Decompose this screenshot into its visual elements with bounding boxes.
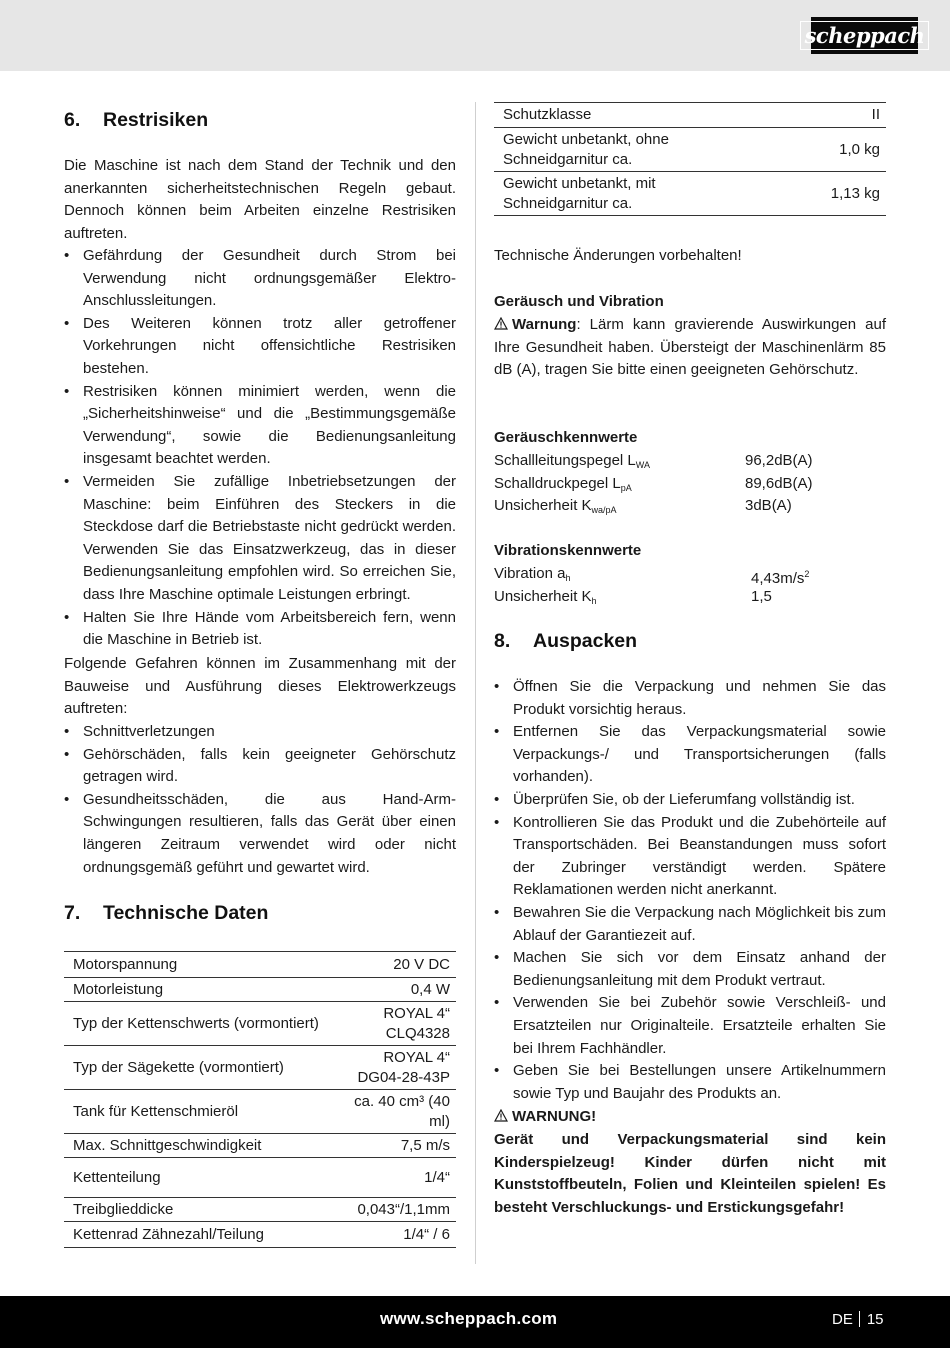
spec-value: 1,0 kg xyxy=(759,128,886,172)
table-row xyxy=(64,978,456,1002)
warning-heading-text: WARNUNG! xyxy=(512,1108,597,1125)
measurement-row xyxy=(494,586,886,613)
measurement-value xyxy=(751,586,772,609)
list-item: • Halten Sie Ihre Hände vom Arbeitsbereich fern, wenn die Maschine in Betrieb ist. xyxy=(64,607,456,652)
table-row xyxy=(494,103,886,128)
measurement-label: Unsicherheit K xyxy=(494,497,592,515)
measurement-label: Vibration a xyxy=(494,565,566,582)
section-7-heading xyxy=(64,902,268,925)
spec-value: II xyxy=(759,103,886,128)
spec-value: 1/4“ / 6 xyxy=(329,1222,456,1248)
list-item: • Bewahren Sie die Verpackung nach Möglichkeit bis zum Ablauf der Garantiezeit auf. xyxy=(494,902,886,947)
column-divider xyxy=(475,102,476,1264)
page-number: 15 xyxy=(866,1311,884,1328)
measurement-value xyxy=(745,495,792,518)
section-number: 7. xyxy=(64,902,81,924)
measurement-label: Schallleitungspegel L xyxy=(494,452,636,469)
changes-note: Technische Änderungen vorbehalten! xyxy=(494,247,742,264)
measurement-row xyxy=(494,495,886,522)
spec-value: 1/4“ xyxy=(329,1158,456,1198)
list-item: • Schnittverletzungen xyxy=(64,721,456,744)
table-row xyxy=(64,1046,456,1090)
measurement-value-text: 89,6dB(A) xyxy=(745,474,813,492)
list-item: • Vermeiden Sie zufällige Inbetriebsetzungen der Maschine: beim Einführen des Steckers in die Steckdose darf die Betriebstaste nicht gedrückt werden. Verwenden Sie das Einsatzwerkzeug, das in dieser Bedienungsanleitung empfohlen wird. So erreichen Sie, dass Ihre Maschine optimale Leistungen erbringt. xyxy=(64,471,456,607)
table-row xyxy=(64,1090,456,1134)
section-8-heading xyxy=(494,630,637,653)
section-number: 6. xyxy=(64,109,81,131)
spec-label: Motorleistung xyxy=(64,978,329,1002)
spec-value: ca. 40 cm³ (40 ml) xyxy=(329,1090,456,1134)
table-row xyxy=(494,128,886,172)
spec-label: Tank für Kettenschmieröl xyxy=(64,1090,329,1134)
spec-value: 0,4 W xyxy=(329,978,456,1002)
list-item: • Überprüfen Sie, ob der Lieferumfang vollständig ist. xyxy=(494,789,886,812)
spec-label: Max. Schnittgeschwindigkeit xyxy=(64,1134,329,1158)
noise-vibration-heading: Geräusch und Vibration xyxy=(494,293,664,310)
measurement-subscript: wa/pA xyxy=(591,505,617,516)
measurement-subscript: h xyxy=(565,573,571,583)
spec-value: 1,13 kg xyxy=(759,172,886,216)
list-item: • Entfernen Sie das Verpackungsmaterial sowie Verpackungs-/ und Transportsicherungen (falls vorhanden). xyxy=(494,721,886,789)
residual-risk-list xyxy=(64,245,456,652)
table-row xyxy=(494,172,886,216)
measurement-subscript: WA xyxy=(635,460,650,470)
list-item: • Öffnen Sie die Verpackung und nehmen Sie das Produkt vorsichtig heraus. xyxy=(494,676,886,721)
spec-value: 20 V DC xyxy=(329,952,456,978)
table-row xyxy=(64,1198,456,1222)
spec-value: ROYAL 4“ CLQ4328 xyxy=(329,1002,456,1046)
spec-value: ROYAL 4“ DG04-28-43P xyxy=(329,1046,456,1090)
list-item: • Gehörschäden, falls kein geeigneter Gehörschutz getragen wird. xyxy=(64,744,456,789)
brand-logo xyxy=(804,17,925,54)
hazards-intro: Folgende Gefahren können im Zusammenhang mit der Bauweise und Ausführung dieses Elektrowerkzeugs auftreten: xyxy=(64,655,456,718)
table-row xyxy=(64,1002,456,1046)
measurement-subscript: pA xyxy=(620,482,632,493)
spec-label: Gewicht unbetankt, mit Schneidgarnitur ca. xyxy=(494,172,759,216)
table-row xyxy=(64,952,456,978)
section-6-heading xyxy=(64,109,208,132)
language-code: DE xyxy=(832,1311,853,1328)
list-item: • Restrisiken können minimiert werden, wenn die „Sicherheitshinweise“ und die „Bestimmungsgemäße Verwendung“, sowie die Bedienungsanleitung insgesamt beachtet werden. xyxy=(64,381,456,471)
measurement-value-text: 1,5 xyxy=(751,587,772,605)
list-item: • Machen Sie sich vor dem Einsatz anhand der Bedienungsanleitung mit dem Produkt vertraut. xyxy=(494,947,886,992)
list-item: • Gesundheitsschäden, die aus Hand-Arm-Schwingungen resultieren, falls das Gerät über einen längeren Zeitraum verwendet wird oder nicht ordnungsgemäß geführt und gewartet wird. xyxy=(64,789,456,879)
footer-bar xyxy=(0,1296,950,1348)
section-number: 8. xyxy=(494,630,511,652)
measurement-value-text: 4,43m/s xyxy=(751,570,805,587)
warning-triangle-icon xyxy=(494,317,508,330)
measurement-label: Schalldruckpegel L xyxy=(494,474,621,492)
vibration-values-heading: Vibrationskennwerte xyxy=(494,542,642,559)
spec-label: Typ der Kettenschwerts (vormontiert) xyxy=(64,1002,329,1046)
warning-label: Warnung xyxy=(512,316,577,333)
section-title: Technische Daten xyxy=(103,902,269,924)
measurement-value xyxy=(745,450,813,473)
spec-label: Motorspannung xyxy=(64,952,329,978)
noise-values-heading: Geräuschkennwerte xyxy=(494,429,638,446)
children-warning-text: Gerät und Verpackungsmaterial sind kein Kinderspielzeug! Kinder dürfen nicht mit Kunststoffbeuteln, Folien und Kleinteilen spielen! Es besteht Verschluckungs- und Erstickungsgefahr! xyxy=(494,1131,886,1216)
measurement-label: Unsicherheit K xyxy=(494,587,592,605)
measurement-superscript: 2 xyxy=(804,569,810,579)
list-item: • Kontrollieren Sie das Produkt und die Zubehörteile auf Transportschäden. Bei Beanstandungen muss sofort der Zubringer verständigt werden. Spätere Reklamationen werden nicht anerkannt. xyxy=(494,812,886,902)
section-title: Restrisiken xyxy=(103,109,209,131)
warning-triangle-icon xyxy=(494,1109,508,1122)
noise-warning xyxy=(494,314,886,382)
measurement-value-text: 96,2dB(A) xyxy=(745,452,813,469)
spec-value: 0,043“/1,1mm xyxy=(329,1198,456,1222)
technical-data-table-continued xyxy=(494,102,886,216)
website-link[interactable]: www.scheppach.com xyxy=(380,1309,558,1328)
technical-data-table xyxy=(64,951,456,1248)
list-item: • Des Weiteren können trotz aller getroffener Vorkehrungen nicht offensichtliche Restrisiken bestehen. xyxy=(64,313,456,381)
table-row xyxy=(64,1222,456,1248)
spec-label: Kettenrad Zähnezahl/Teilung xyxy=(64,1222,329,1248)
measurement-value-text: 3dB(A) xyxy=(745,497,792,515)
logo-text: scheppach xyxy=(800,21,930,50)
list-item: • Gefährdung der Gesundheit durch Strom bei Verwendung nicht ordnungsgemäßer Elektro-Anschlussleitungen. xyxy=(64,245,456,313)
spec-label: Treibglieddicke xyxy=(64,1198,329,1222)
hazards-list xyxy=(64,721,456,879)
spec-value: 7,5 m/s xyxy=(329,1134,456,1158)
separator xyxy=(859,1311,860,1327)
list-item: • Verwenden Sie bei Zubehör sowie Verschleiß- und Ersatzteilen nur Originalteile. Ersatzteile erhalten Sie bei Ihrem Fachhändler. xyxy=(494,992,886,1060)
page-indicator xyxy=(832,1311,884,1328)
section-title: Auspacken xyxy=(533,630,638,652)
list-item: • Geben Sie bei Bestellungen unsere Artikelnummern sowie Typ und Baujahr des Produkts an. xyxy=(494,1060,886,1105)
unpacking-list xyxy=(494,676,886,1105)
spec-label: Gewicht unbetankt, ohne Schneidgarnitur ca. xyxy=(494,128,759,172)
measurement-subscript: h xyxy=(591,595,597,606)
warning-text: : Lärm kann gravierende Auswirkungen auf Ihre Gesundheit haben. Übersteigt der Maschinenlärm 85 dB (A), tragen Sie bitte einen geeigneten Gehörschutz. xyxy=(494,316,886,379)
table-row xyxy=(64,1134,456,1158)
spec-label: Schutzklasse xyxy=(494,103,759,128)
residual-risk-intro: Die Maschine ist nach dem Stand der Technik und den anerkannten sicherheitstechnischen Regeln gebaut. Dennoch können beim Arbeiten einzelne Restrisiken auftreten. xyxy=(64,157,456,242)
spec-label: Typ der Sägekette (vormontiert) xyxy=(64,1046,329,1090)
spec-label: Kettenteilung xyxy=(64,1158,329,1198)
measurement-value xyxy=(745,473,813,496)
children-warning-heading xyxy=(494,1106,596,1129)
table-row xyxy=(64,1158,456,1198)
header-bar xyxy=(0,0,950,71)
